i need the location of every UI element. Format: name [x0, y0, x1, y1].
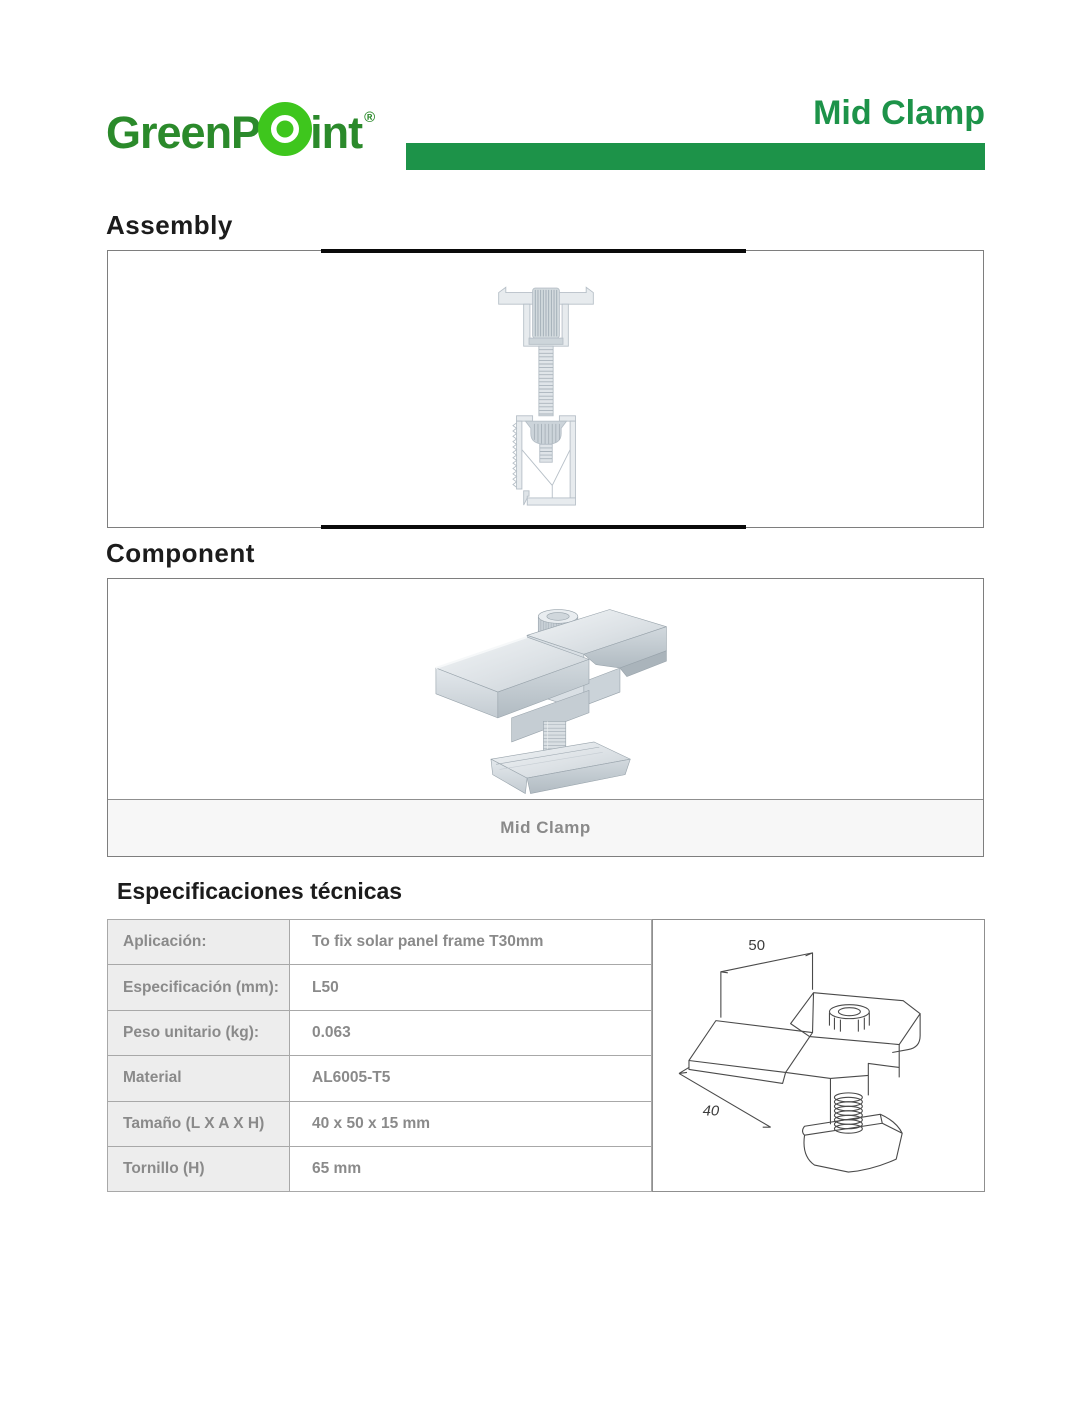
registered-trademark-symbol: ® — [364, 109, 376, 126]
assembly-cross-section-drawing — [478, 264, 614, 514]
spec-label: Peso unitario (kg): — [108, 1010, 290, 1055]
spec-value: To fix solar panel frame T30mm — [290, 920, 652, 965]
component-caption: Mid Clamp — [108, 799, 983, 856]
spec-label: Tamaño (L X A X H) — [108, 1101, 290, 1146]
spec-label: Aplicación: — [108, 920, 290, 965]
specs-heading: Especificaciones técnicas — [117, 878, 403, 904]
spec-value: AL6005-T5 — [290, 1056, 652, 1101]
spec-value: L50 — [290, 965, 652, 1010]
greenpoint-logo — [106, 102, 375, 156]
assembly-drawing-panel — [107, 250, 984, 528]
spec-row-especificacion — [108, 965, 652, 1010]
logo-target-icon — [258, 102, 312, 156]
spec-label: Tornillo (H) — [108, 1146, 290, 1191]
dimension-diagram — [653, 920, 984, 1191]
spec-row-tornillo — [108, 1146, 652, 1191]
spec-value: 0.063 — [290, 1010, 652, 1055]
logo-text-prefix: GreenP — [106, 107, 261, 158]
mid-clamp-3d-render — [398, 582, 694, 797]
title-underline-bar — [406, 143, 985, 170]
spec-row-peso — [108, 1010, 652, 1055]
dimension-diagram-panel — [652, 919, 985, 1192]
component-figure — [107, 578, 984, 857]
spec-label: Especificación (mm): — [108, 965, 290, 1010]
spec-value: 65 mm — [290, 1146, 652, 1191]
page-title: Mid Clamp — [813, 94, 985, 132]
dimension-width-label: 50 — [748, 936, 766, 954]
component-image-area — [108, 579, 983, 799]
dimension-depth-label: 40 — [702, 1102, 720, 1120]
spec-row-material — [108, 1056, 652, 1101]
spec-row-tamano — [108, 1101, 652, 1146]
assembly-heading: Assembly — [106, 210, 233, 240]
specs-table — [107, 919, 652, 1192]
spec-value: 40 x 50 x 15 mm — [290, 1101, 652, 1146]
spec-row-aplicacion — [108, 920, 652, 965]
spec-label: Material — [108, 1056, 290, 1101]
logo-text-suffix: int — [310, 107, 363, 158]
component-heading: Component — [106, 538, 255, 568]
